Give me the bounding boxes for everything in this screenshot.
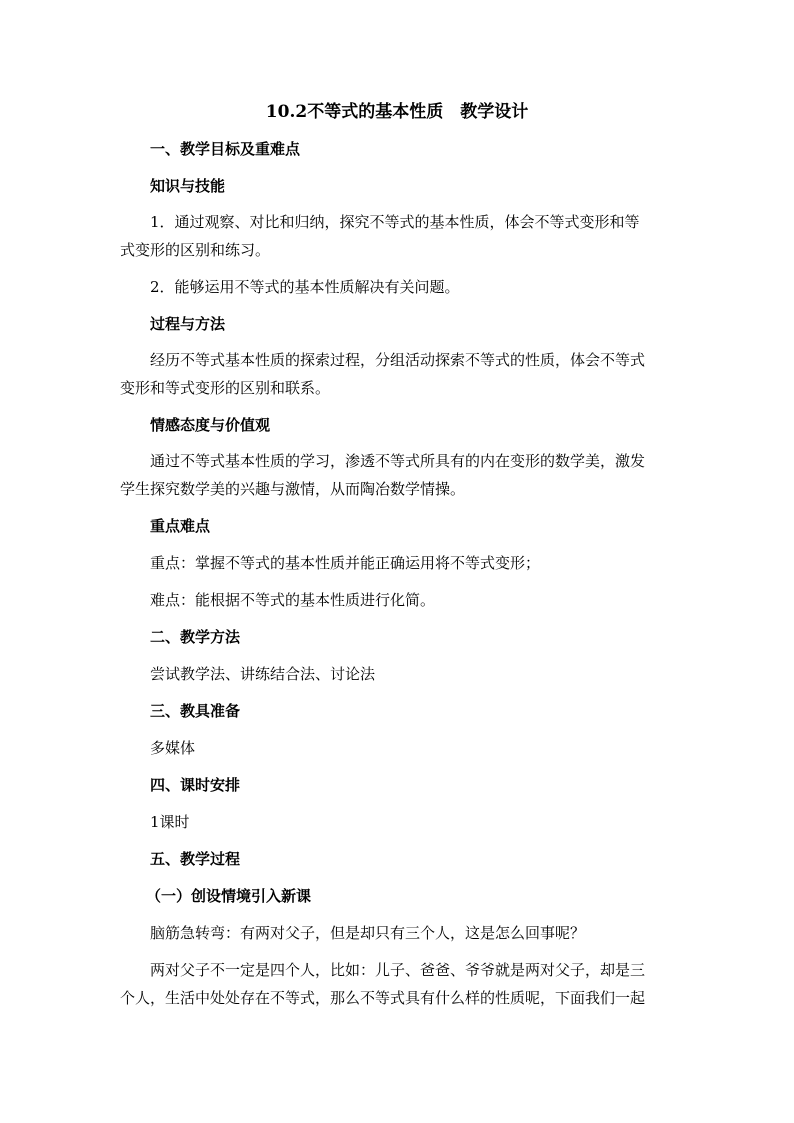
section-2-heading: 二、教学方法 bbox=[150, 628, 241, 646]
subsection-1-paragraph-2-line-1: 两对父子不一定是四个人，比如：儿子、爸爸、爷爷就是两对父子，却是三 bbox=[150, 961, 646, 979]
key-point: 重点：掌握不等式的基本性质并能正确运用将不等式变形； bbox=[150, 554, 541, 572]
section-4-text: 1课时 bbox=[150, 813, 190, 831]
section-4-heading: 四、课时安排 bbox=[150, 776, 241, 794]
knowledge-item-2: 2．能够运用不等式的基本性质解决有关问题。 bbox=[150, 278, 460, 296]
subsection-1-paragraph-1: 脑筋急转弯：有两对父子，但是却只有三个人，这是怎么回事呢？ bbox=[150, 924, 586, 942]
emotion-heading: 情感态度与价值观 bbox=[150, 416, 271, 434]
emotion-paragraph-line-1: 通过不等式基本性质的学习，渗透不等式所具有的内在变形的数学美，激发 bbox=[150, 452, 646, 470]
subsection-1-heading: （一）创设情境引入新课 bbox=[146, 887, 312, 905]
subsection-1-paragraph-2-line-2: 个人，生活中处处存在不等式，那么不等式具有什么样的性质呢，下面我们一起 bbox=[120, 989, 646, 1007]
emotion-paragraph-line-2: 学生探究数学美的兴趣与激情，从而陶冶数学情操。 bbox=[120, 480, 466, 498]
process-paragraph-line-2: 变形和等式变形的区别和联系。 bbox=[120, 379, 331, 397]
section-1-heading: 一、教学目标及重难点 bbox=[150, 140, 301, 158]
process-heading: 过程与方法 bbox=[150, 315, 226, 333]
process-paragraph-line-1: 经历不等式基本性质的探索过程，分组活动探索不等式的性质，体会不等式 bbox=[150, 351, 646, 369]
knowledge-item-1-line-2: 式变形的区别和练习。 bbox=[120, 241, 271, 259]
section-2-text: 尝试教学法、讲练结合法、讨论法 bbox=[150, 665, 376, 683]
document-title: 10.2不等式的基本性质 教学设计 bbox=[265, 102, 529, 122]
section-3-heading: 三、教具准备 bbox=[150, 702, 241, 720]
keypoints-heading: 重点难点 bbox=[150, 517, 211, 535]
difficulty-point: 难点：能根据不等式的基本性质进行化简。 bbox=[150, 591, 436, 609]
section-3-text: 多媒体 bbox=[150, 739, 196, 757]
knowledge-item-1-line-1: 1．通过观察、对比和归纳，探究不等式的基本性质，体会不等式变形和等 bbox=[150, 213, 640, 231]
section-5-heading: 五、教学过程 bbox=[150, 850, 241, 868]
knowledge-heading: 知识与技能 bbox=[150, 177, 226, 195]
